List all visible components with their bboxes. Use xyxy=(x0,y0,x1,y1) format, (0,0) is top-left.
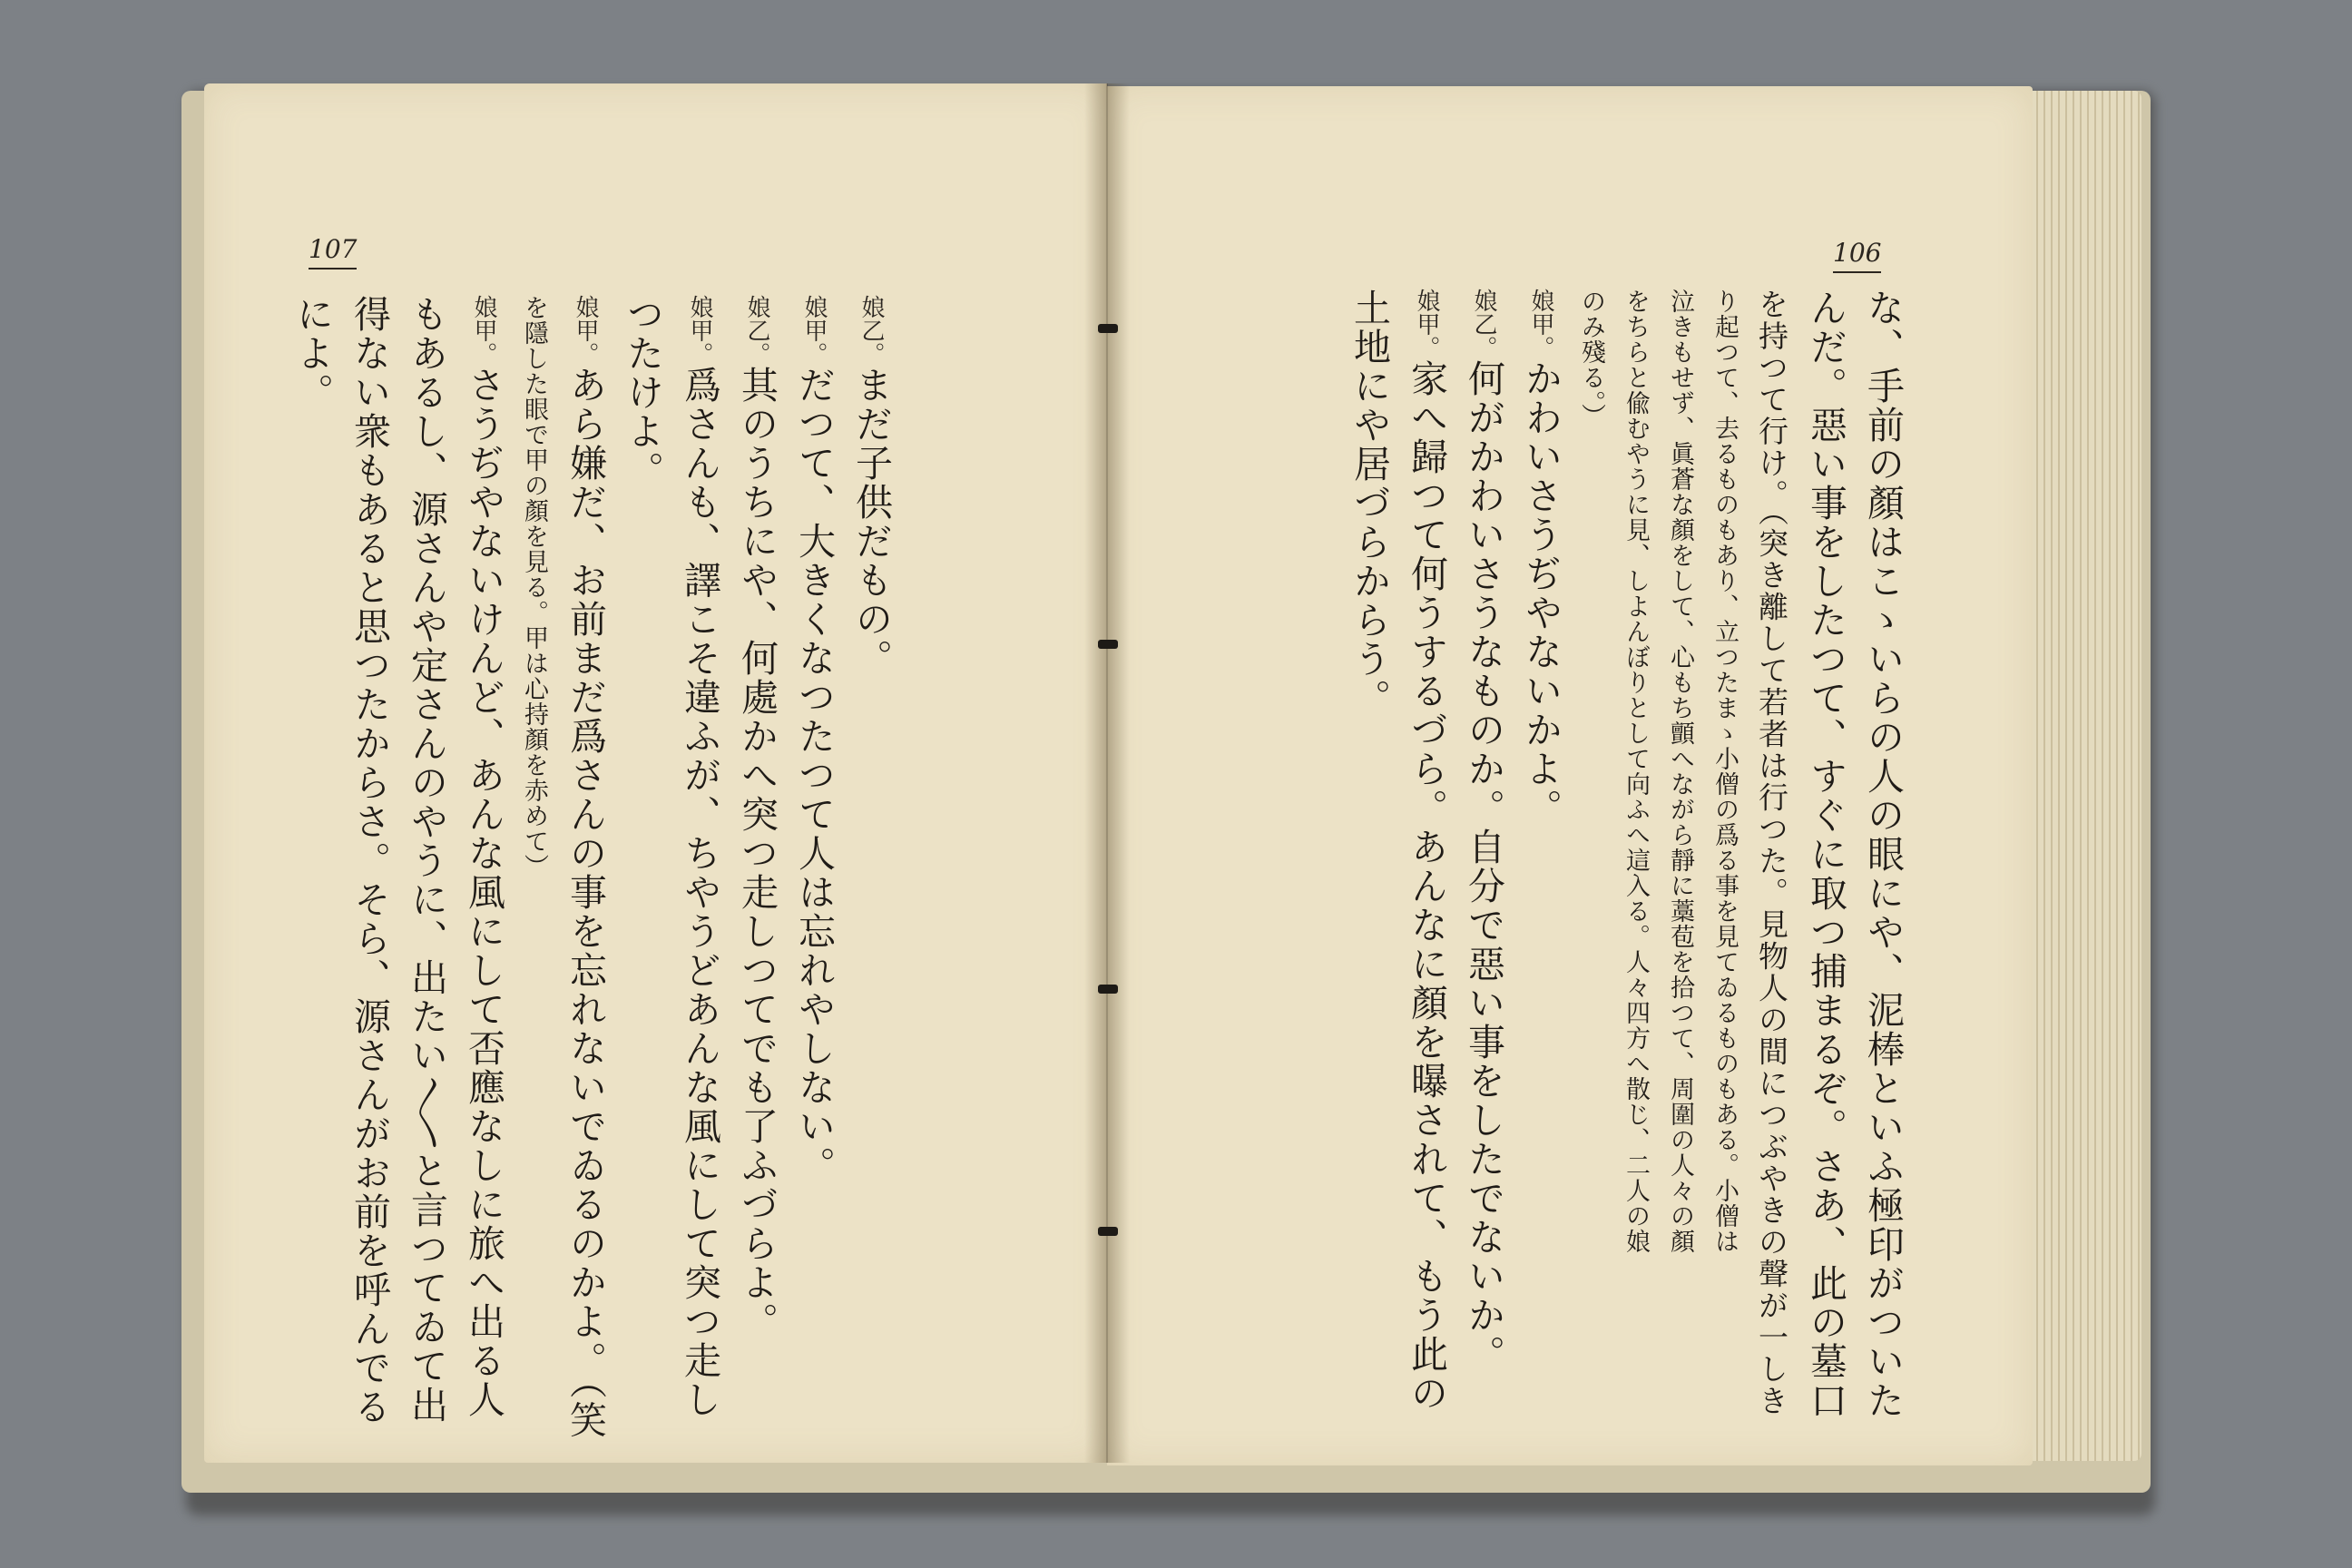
speaker-label: 娘乙。 xyxy=(1470,289,1497,359)
text-line: な、手前の顏はこゝいらの人の眼にや、泥棒といふ極印がついた xyxy=(1861,289,1905,1420)
text-line: を持つて行け。（突き離して若者は行つた。見物人の間につぶやきの聲が一しき xyxy=(1754,289,1789,1417)
stage-direction: をちらと偸むやうに見、しよんぼりとして向ふへ這入る。人々四方へ散じ、二人の娘 xyxy=(1622,289,1650,1254)
text-line: 娘甲。さうぢやないけんど、あんな風にして否應なしに旅へ出る人 xyxy=(462,295,505,1419)
page-number-right: 106 xyxy=(1833,238,1881,273)
text-line: 娘甲。だつて、大きくなつたつて人は忘れやしない。 xyxy=(792,295,836,1185)
text-line: つたけよ。 xyxy=(621,295,664,490)
speaker-label: 娘乙。 xyxy=(743,295,770,366)
speaker-label: 娘乙。 xyxy=(858,295,885,366)
text-line: 娘乙。まだ子供だもの。 xyxy=(849,295,893,678)
stage-direction: のみ殘る。） xyxy=(1577,289,1605,429)
page-number-left: 107 xyxy=(309,234,357,270)
text-line: 娘甲。家へ歸つて何うするづら。あんなに顏を曝されて、もう此の xyxy=(1405,289,1448,1413)
text-line: 娘乙。何がかわいさうなものか。自分で惡い事をしたでないか。 xyxy=(1462,289,1505,1374)
text-line: 得ない衆もあると思つたからさ。そら、源さんがお前を呼んでる xyxy=(348,295,391,1426)
speaker-label: 娘甲。 xyxy=(686,295,713,366)
speaker-label: 娘甲。 xyxy=(1413,289,1440,359)
text-line: 娘乙。其のうちにや、何處かへ突つ走しつてでも了ふづらよ。 xyxy=(735,295,779,1341)
right-page-text xyxy=(1075,289,1905,1420)
text-line: もあるし、源さんや定さんのやうに、出たい〳〵と言つてゐて出 xyxy=(405,295,448,1425)
stage-direction: 泣きもせず、眞蒼な顏をして、心もち顫へながら靜に藁苞を拾つて、周圍の人々の顏 xyxy=(1666,289,1694,1254)
text-line: 娘甲。あら嫌だ、お前まだ爲さんの事を忘れないでゐるのかよ。（笑 xyxy=(564,295,607,1440)
speaker-label: 娘甲。 xyxy=(800,295,828,366)
text-line: によ。 xyxy=(290,295,334,412)
stage-direction: を隱した眼で甲の顏を見る。甲は心持顏を赤めて） xyxy=(520,295,548,879)
speaker-label: 娘甲。 xyxy=(470,295,497,366)
text-line: んだ。惡い事をしたつて、すぐに取つ捕まるぞ。さあ、此の墓口 xyxy=(1804,289,1847,1420)
text-line: 娘甲。かわいさうぢやないかよ。 xyxy=(1519,289,1563,828)
text-line: 土地にや居づらからう。 xyxy=(1348,289,1391,718)
text-line: 娘甲。爲さんも、譯こそ違ふが、ちやうどあんな風にして突つ走し xyxy=(678,295,721,1419)
left-page-text xyxy=(109,295,893,1440)
speaker-label: 娘甲。 xyxy=(572,295,599,366)
speaker-label: 娘甲。 xyxy=(1527,289,1554,359)
page-edges xyxy=(2024,91,2141,1461)
stage-direction: り起つて、去るものもあり、立つたまゝ小僧の爲る事を見てゐるものもある。小僧は xyxy=(1710,289,1739,1254)
